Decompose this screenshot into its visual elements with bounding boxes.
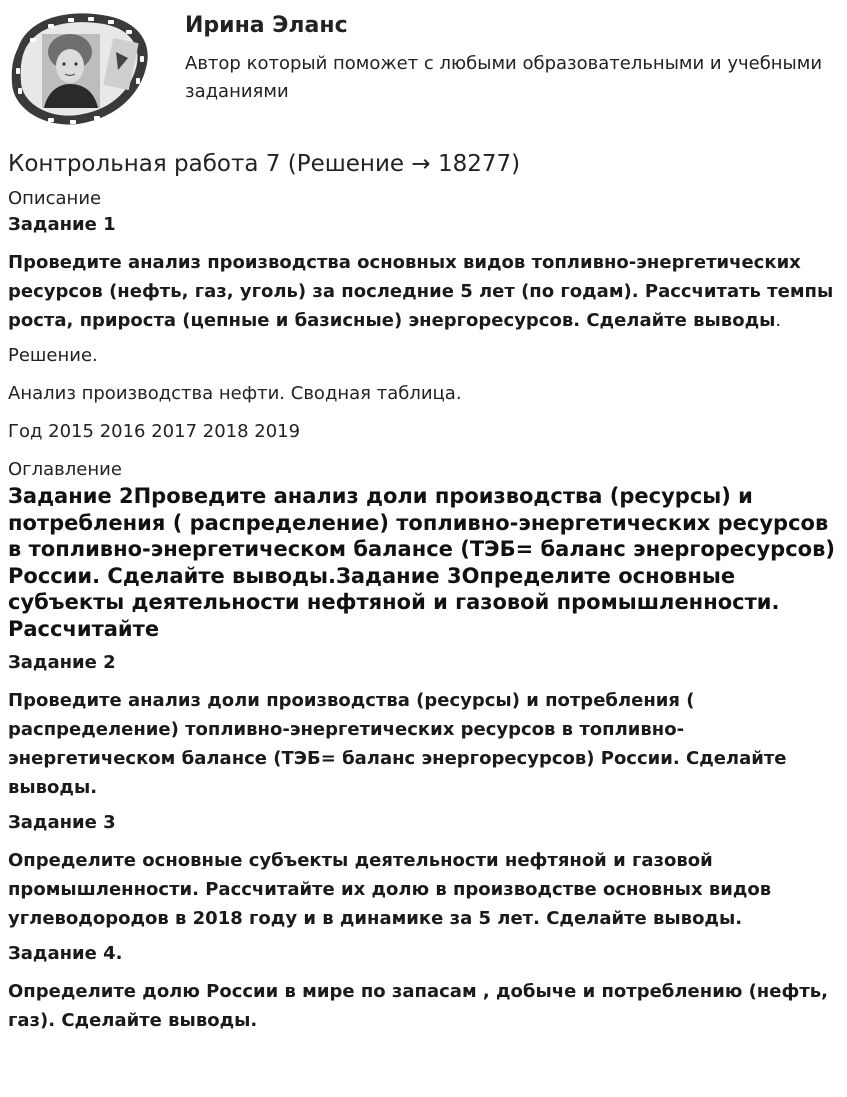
task2-heading: Задание 2: [8, 652, 116, 673]
task4-text: Определите долю России в мире по запасам , добыче и потреблению (нефть, газ). Сделайте выводы.: [8, 981, 828, 1031]
years-line: Год 2015 2016 2017 2018 2019: [8, 421, 301, 442]
analysis-line: Анализ производства нефти. Сводная таблица.: [8, 383, 462, 404]
task1-heading: Задание 1: [8, 214, 116, 235]
author-avatar[interactable]: [8, 8, 153, 128]
task3-heading: Задание 3: [8, 812, 116, 833]
task4-heading: Задание 4.: [8, 943, 123, 964]
document-body: [8, 148, 838, 1043]
toc-text: Задание 2Проведите анализ доли производства (ресурсы) и потребления ( распределение) топливно-энергетических ресурсов в топливно-энергетическом балансе (ТЭБ= баланс энергоресурсов) России. Сделайте выводы.Задание 3Определите основные субъекты деятельности нефтяной и газовой промышленности. Рассчитайте: [8, 484, 835, 641]
task3-text: Определите основные субъекты деятельности нефтяной и газовой промышленности. Рассчитайте их долю в производстве основных видов углеводородов в 2018 году и в динамике за 5 лет. Сделайте выводы.: [8, 850, 772, 929]
page-title: Контрольная работа 7 (Решение → 18277): [8, 151, 521, 177]
description-label: Описание: [8, 188, 102, 209]
solution-label: Решение.: [8, 345, 98, 366]
task2-text: Проведите анализ доли производства (ресурсы) и потребления ( распределение) топливно-энергетических ресурсов в топливно-энергетическом балансе (ТЭБ= баланс энергоресурсов) России. Сделайте выводы.: [8, 690, 787, 798]
task1-text-end: .: [775, 310, 782, 331]
task1-text: [8, 248, 838, 335]
author-name[interactable]: Ирина Эланс: [185, 13, 348, 38]
toc-label: Оглавление: [8, 459, 122, 480]
task1-text-body: Проведите анализ производства основных видов топливно-энергетических ресурсов (нефть, газ, уголь) за последние 5 лет (по годам). Рассчитать темпы роста, прироста (цепные и базисные) энергоресурсов. Сделайте выводы: [8, 252, 834, 331]
author-description: Автор который поможет с любыми образовательными и учебными заданиями: [185, 53, 823, 102]
